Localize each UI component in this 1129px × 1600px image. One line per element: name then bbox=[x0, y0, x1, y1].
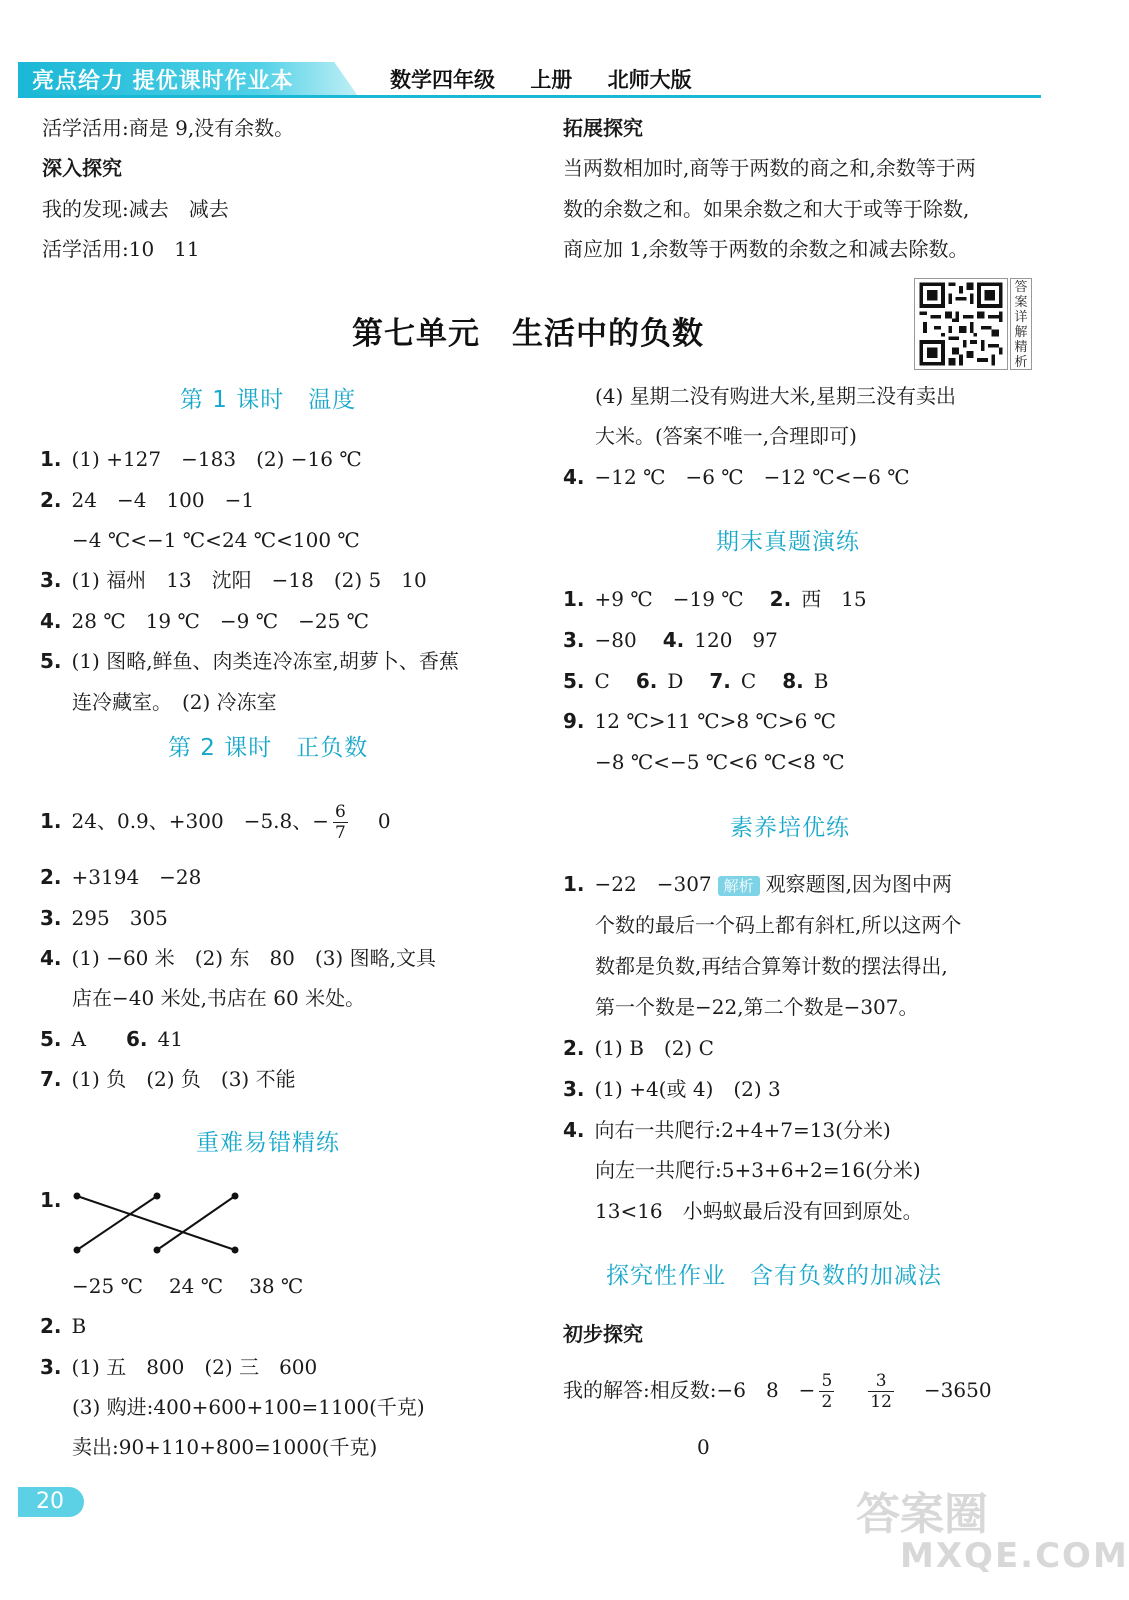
hard-q3-sell: 卖出:90+110+800=1000(千克) bbox=[72, 1435, 378, 1459]
quality-q4-compare: 13<16 小蚂蚁最后没有回到原处。 bbox=[595, 1199, 923, 1223]
lesson2-q7: 7. (1) 负 (2) 负 (3) 不能 bbox=[40, 1067, 296, 1091]
match-dot bbox=[232, 1193, 239, 1200]
quality-q4-left: 向左一共爬行:5+3+6+2=16(分米) bbox=[595, 1158, 921, 1182]
book-info bbox=[390, 64, 720, 94]
matching-lines-diagram bbox=[70, 1188, 250, 1258]
explore-answer-zero: 0 bbox=[697, 1435, 710, 1459]
watermark-url: MXQE.COM bbox=[900, 1536, 1129, 1576]
match-line-1 bbox=[77, 1196, 235, 1250]
page-number: 20 bbox=[18, 1487, 84, 1517]
match-line-2 bbox=[77, 1196, 157, 1250]
quality-q4: 4. 向右一共爬行:2+4+7=13(分米) bbox=[563, 1118, 891, 1142]
lesson2-q3: 3. 295 305 bbox=[40, 906, 168, 930]
right-cont-line-2: 大米。(答案不唯一,合理即可) bbox=[595, 424, 857, 448]
final-q9: 9. 12 ℃>11 ℃>8 ℃>6 ℃ bbox=[563, 709, 837, 733]
lesson2-q1: 1. 24、0.9、+300 −5.8、− $\frac{6}{7}$ 0 bbox=[40, 802, 391, 843]
match-dot bbox=[154, 1247, 161, 1254]
brand-title: 亮点给力 提优课时作业本 bbox=[32, 69, 294, 94]
hard-q1-number: 1. bbox=[40, 1188, 62, 1212]
top-right-line-1: 当两数相加时,商等于两数的商之和,余数等于两 bbox=[563, 156, 976, 180]
hard-q3: 3. (1) 五 800 (2) 三 600 bbox=[40, 1355, 318, 1379]
lesson1-title: 第 1 课时 温度 bbox=[180, 387, 357, 413]
lesson1-q2-compare: −4 ℃<−1 ℃<24 ℃<100 ℃ bbox=[72, 528, 360, 552]
lesson2-title: 第 2 课时 正负数 bbox=[168, 735, 369, 761]
quality-q1: 1. −22 −307 解析 观察题图,因为图中两 bbox=[563, 872, 953, 896]
initial-explore-heading: 初步探究 bbox=[563, 1322, 643, 1346]
qr-code-icon[interactable] bbox=[914, 278, 1008, 370]
right-cont-line-1: (4) 星期二没有购进大米,星期三没有卖出 bbox=[595, 384, 957, 408]
final-section-title: 期末真题演练 bbox=[716, 529, 860, 555]
explore-answer: 我的解答:相反数:−6 8 − $\frac{5}{2}$ $\frac{3}{12}$ −3650 bbox=[563, 1371, 992, 1412]
lesson1-q4: 4. 28 ℃ 19 ℃ −9 ℃ −25 ℃ bbox=[40, 609, 370, 633]
quality-q2: 2. (1) B (2) C bbox=[563, 1036, 714, 1060]
match-dot bbox=[232, 1247, 239, 1254]
match-label-3: 38 ℃ bbox=[249, 1274, 304, 1298]
match-dot bbox=[74, 1247, 81, 1254]
hard-section-title: 重难易错精练 bbox=[196, 1130, 340, 1156]
lesson2-q5-q6: 5. A 6. 41 bbox=[40, 1027, 183, 1051]
lesson1-q3: 3. (1) 福州 13 沈阳 −18 (2) 5 10 bbox=[40, 568, 427, 592]
final-q5-q8: 5. C 6. D 7. C 8. B bbox=[563, 669, 829, 693]
lesson2-q4-cont: 店在−40 米处,书店在 60 米处。 bbox=[72, 986, 366, 1010]
deep-explore-heading: 深入探究 bbox=[42, 156, 122, 180]
fraction: $\frac{3}{12}$ bbox=[870, 1371, 892, 1412]
match-label-2: 24 ℃ bbox=[168, 1274, 224, 1298]
match-line-3 bbox=[157, 1196, 235, 1250]
fraction: $\frac{5}{2}$ bbox=[821, 1371, 833, 1412]
top-right-line-3: 商应加 1,余数等于两数的余数之和减去除数。 bbox=[563, 237, 969, 261]
header-rule bbox=[18, 95, 1041, 98]
qr-side-label: 答案详解精析 bbox=[1010, 278, 1032, 370]
top-left-line-1: 活学活用:商是 9,没有余数。 bbox=[42, 116, 295, 140]
unit-title: 第七单元 生活中的负数 bbox=[352, 316, 704, 352]
top-left-line-2: 我的发现:减去 减去 bbox=[42, 197, 229, 221]
lesson1-q2: 2. 24 −4 100 −1 bbox=[40, 488, 255, 512]
match-dot bbox=[74, 1193, 81, 1200]
match-label-1: −25 ℃ bbox=[72, 1274, 143, 1298]
lesson2-q4: 4. (1) −60 米 (2) 东 80 (3) 图略,文具 bbox=[40, 946, 436, 970]
quality-section-title: 素养培优练 bbox=[730, 815, 850, 841]
final-q9-cont: −8 ℃<−5 ℃<6 ℃<8 ℃ bbox=[595, 750, 845, 774]
quality-q3: 3. (1) +4(或 4) (2) 3 bbox=[563, 1077, 781, 1101]
quality-q1-line-2: 个数的最后一个码上都有斜杠,所以这两个 bbox=[595, 913, 962, 937]
analysis-tag: 解析 bbox=[718, 876, 760, 896]
final-q1-q2: 1. +9 ℃ −19 ℃ 2. 西 15 bbox=[563, 587, 867, 611]
hard-q3-buy: (3) 购进:400+600+100=1100(千克) bbox=[72, 1395, 425, 1419]
explore-section-title: 探究性作业 含有负数的加减法 bbox=[606, 1263, 942, 1289]
top-left-line-3: 活学活用:10 11 bbox=[42, 237, 200, 261]
match-dot bbox=[154, 1193, 161, 1200]
final-q3-q4: 3. −80 4. 120 97 bbox=[563, 628, 778, 652]
quality-q1-line-3: 数都是负数,再结合算筹计数的摆法得出, bbox=[595, 954, 948, 978]
hard-q1-labels bbox=[72, 1273, 303, 1299]
quality-q1-line-4: 第一个数是−22,第二个数是−307。 bbox=[595, 995, 919, 1019]
extend-explore-heading: 拓展探究 bbox=[563, 116, 643, 140]
lesson2-q2: 2. +3194 −28 bbox=[40, 865, 202, 889]
lesson1-q5-cont: 连冷藏室。 (2) 冷冻室 bbox=[72, 690, 277, 714]
fraction: $\frac{6}{7}$ bbox=[335, 802, 346, 843]
hard-q2: 2. B bbox=[40, 1314, 87, 1338]
lesson1-q1: 1. (1) +127 −183 (2) −16 ℃ bbox=[40, 447, 362, 471]
volume: 上册 bbox=[530, 68, 573, 92]
top-right-line-2: 数的余数之和。如果余数之和大于或等于除数, bbox=[563, 197, 970, 221]
subject: 数学四年级 bbox=[390, 68, 495, 92]
edition: 北师大版 bbox=[607, 68, 692, 92]
lesson1-q5: 5. (1) 图略,鲜鱼、肉类连冷冻室,胡萝卜、香蕉 bbox=[40, 649, 459, 673]
right-cont-q4: 4. −12 ℃ −6 ℃ −12 ℃<−6 ℃ bbox=[563, 465, 910, 489]
watermark-logo: 答案圈 bbox=[856, 1489, 988, 1540]
